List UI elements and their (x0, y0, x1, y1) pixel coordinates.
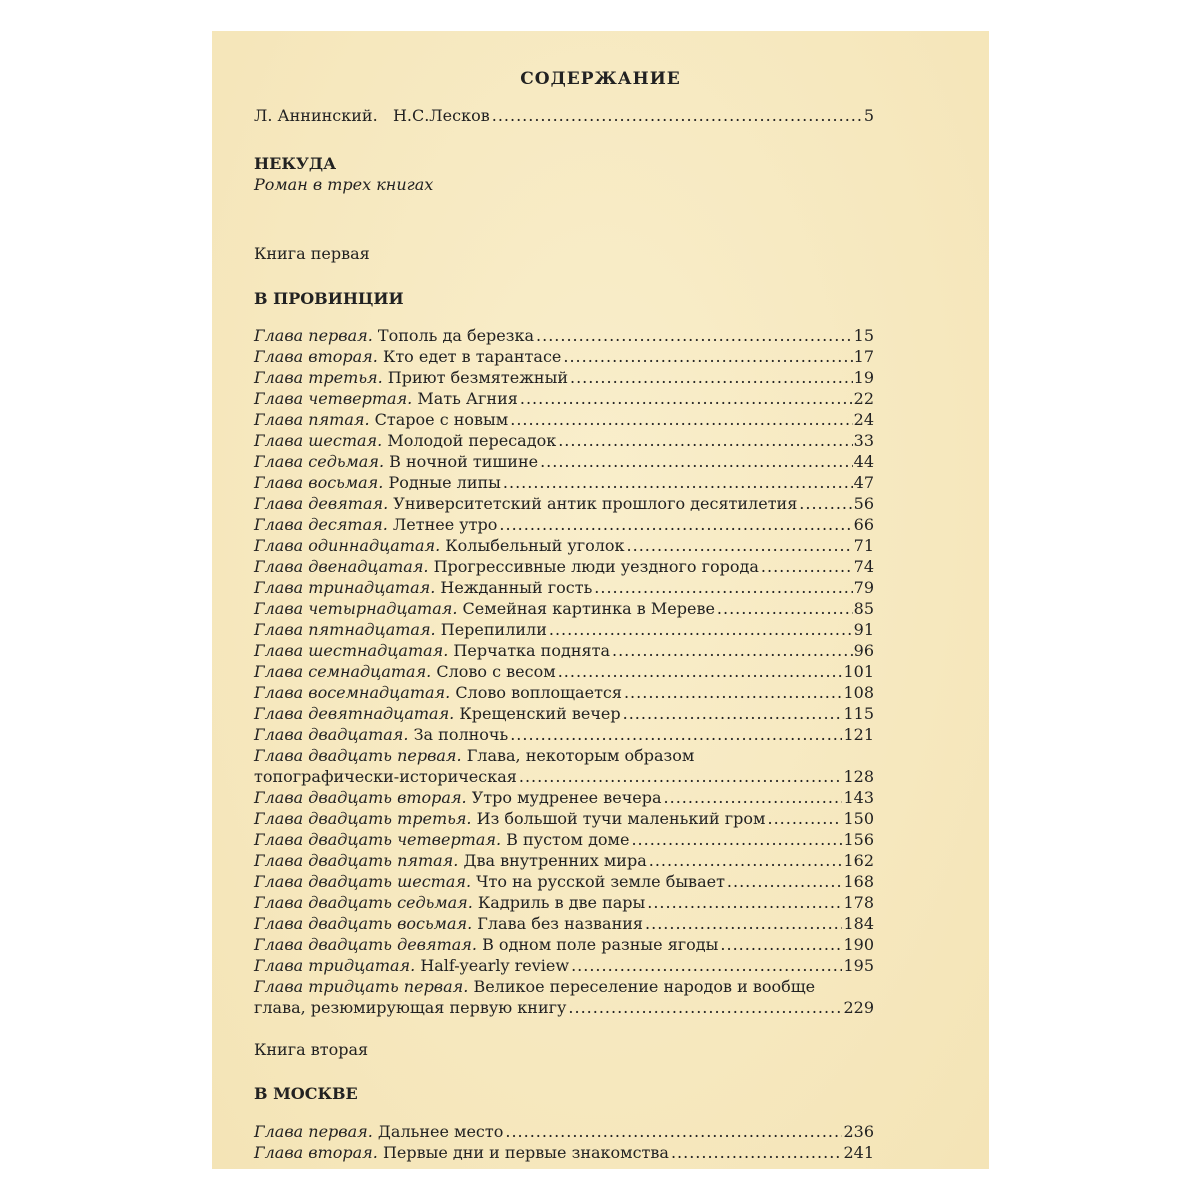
chapter-number: Глава десятая. (254, 515, 388, 534)
chapter-number: Глава пятая. (254, 410, 370, 429)
chapter-title: Приют безмятежный (387, 368, 568, 387)
chapter-title: Перчатка поднята (453, 641, 610, 660)
chapter-title: Дальнее место (377, 1122, 504, 1141)
chapter-number: Глава семнадцатая. (254, 662, 432, 681)
dot-leader (767, 808, 842, 829)
chapter-title: Утро мудренее вечера (471, 788, 662, 807)
chapter-title: Что на русской земле бывает (476, 872, 725, 891)
page-number: 241 (843, 1143, 874, 1162)
chapter-title: В ночной тишине (389, 452, 539, 471)
toc-entry[interactable] (254, 325, 874, 346)
page-number: 17 (853, 347, 874, 366)
chapter-title-line1: Глава, некоторым образом (466, 746, 695, 765)
chapter-number: Глава третья. (254, 368, 383, 387)
page-number: 156 (843, 830, 874, 849)
page-number: 91 (853, 620, 874, 639)
chapter-number: Глава двадцать шестая. (254, 872, 472, 891)
chapter-number: Глава двенадцатая. (254, 557, 429, 576)
toc-entry[interactable] (254, 682, 874, 703)
dot-leader (568, 997, 842, 1018)
toc-entry-ch31-first-line[interactable] (254, 976, 815, 997)
page-number: 162 (843, 851, 874, 870)
page-number: 101 (843, 662, 874, 681)
chapter-number: Глава вторая. (254, 347, 378, 366)
chapter-title: Кадриль в две пары (477, 893, 646, 912)
chapter-title: В пустом доме (506, 830, 630, 849)
page-number: 66 (853, 515, 874, 534)
dot-leader (540, 451, 853, 472)
chapter-title: Мать Агния (417, 389, 518, 408)
dot-leader (645, 913, 842, 934)
dot-leader (558, 661, 843, 682)
page-number: 79 (853, 578, 874, 597)
contents-heading: СОДЕРЖАНИЕ (520, 69, 681, 89)
chapter-number: Глава тридцатая. (254, 956, 416, 975)
page-number: 47 (853, 473, 874, 492)
dot-leader (649, 850, 843, 871)
chapter-number: Глава седьмая. (254, 452, 385, 471)
toc-entry[interactable] (254, 934, 874, 955)
toc-entry-ch21-first-line[interactable] (254, 745, 694, 766)
page-number: 128 (843, 767, 874, 786)
book-page (212, 31, 989, 1169)
chapter-title: Университетский антик прошлого десятилетия (393, 494, 798, 513)
chapter-number: Глава вторая. (254, 1143, 378, 1162)
page-number: 178 (843, 893, 874, 912)
chapter-title: За полночь (413, 725, 509, 744)
chapter-title: Молодой пересадок (387, 431, 557, 450)
dot-leader (519, 766, 843, 787)
chapter-title: Семейная картинка в Мереве (462, 599, 715, 618)
chapter-number: Глава двадцать третья. (254, 809, 472, 828)
chapter-title: Два внутренних мира (463, 851, 647, 870)
chapter-title: Half-yearly review (420, 956, 570, 975)
page-number: 108 (843, 683, 874, 702)
page-number: 143 (843, 788, 874, 807)
page-number: 121 (843, 725, 874, 744)
toc-entry[interactable] (254, 724, 874, 745)
toc-entry[interactable] (254, 598, 874, 619)
page-number: 5 (863, 106, 874, 125)
work-title: НЕКУДА (254, 154, 337, 173)
chapter-title: Слово с весом (436, 662, 556, 681)
dot-leader (594, 577, 852, 598)
toc-entry[interactable] (254, 535, 874, 556)
toc-entry[interactable] (254, 1121, 874, 1142)
chapter-number: Глава двадцать первая. (254, 746, 462, 765)
dot-leader (520, 388, 853, 409)
toc-entry[interactable] (254, 640, 874, 661)
dot-leader (536, 325, 853, 346)
page-number: 229 (843, 998, 874, 1017)
chapter-number: Глава двадцать пятая. (254, 851, 459, 870)
chapter-number: Глава тридцать первая. (254, 977, 469, 996)
page-number: 56 (853, 494, 874, 513)
dot-leader (505, 1121, 842, 1142)
toc-entry[interactable] (254, 955, 874, 976)
dot-leader (503, 472, 853, 493)
chapter-number: Глава четвертая. (254, 389, 413, 408)
dot-leader (558, 430, 852, 451)
dot-leader (631, 829, 842, 850)
chapter-title: Кто едет в тарантасе (382, 347, 562, 366)
chapter-title-line2: топографически-историческая (254, 767, 517, 786)
toc-entry-ch21-second-line[interactable] (254, 766, 874, 787)
page-number: 168 (843, 872, 874, 891)
chapter-title: Крещенский вечер (459, 704, 621, 723)
page-number: 74 (853, 557, 874, 576)
page-number: 236 (843, 1122, 874, 1141)
chapter-title: Родные липы (388, 473, 501, 492)
intro-author: Л. Аннинский. (254, 106, 378, 125)
toc-entry[interactable] (254, 556, 874, 577)
toc-entry-intro[interactable] (254, 105, 874, 126)
page-number: 24 (853, 410, 874, 429)
dot-leader (727, 871, 843, 892)
page-number: 190 (843, 935, 874, 954)
dot-leader (799, 493, 852, 514)
page-number: 22 (853, 389, 874, 408)
page-number: 195 (843, 956, 874, 975)
chapter-number: Глава девятая. (254, 494, 389, 513)
dot-leader (647, 892, 842, 913)
page-number: 150 (843, 809, 874, 828)
book-one-part-title: В ПРОВИНЦИИ (254, 289, 404, 308)
toc-entry[interactable] (254, 409, 874, 430)
dot-leader (624, 682, 842, 703)
toc-entry[interactable] (254, 493, 874, 514)
chapter-number: Глава двадцать девятая. (254, 935, 477, 954)
chapter-number: Глава двадцать вторая. (254, 788, 467, 807)
chapter-title: Перепилили (440, 620, 547, 639)
work-subtitle: Роман в трех книгах (254, 175, 434, 194)
dot-leader (717, 598, 853, 619)
dot-leader (671, 1142, 843, 1163)
chapter-number: Глава пятнадцатая. (254, 620, 436, 639)
dot-leader (612, 640, 853, 661)
chapter-number: Глава одиннадцатая. (254, 536, 441, 555)
dot-leader (563, 346, 852, 367)
chapter-number: Глава шестнадцатая. (254, 641, 449, 660)
dot-leader (623, 703, 843, 724)
toc-entry[interactable] (254, 577, 874, 598)
page-number: 44 (853, 452, 874, 471)
dot-leader (571, 955, 842, 976)
toc-entry[interactable] (254, 829, 874, 850)
chapter-title: Первые дни и первые знакомства (382, 1143, 669, 1162)
chapter-title-line1: Великое переселение народов и вообще (473, 977, 816, 996)
page-number: 19 (853, 368, 874, 387)
toc-entry[interactable] (254, 619, 874, 640)
chapter-number: Глава двадцать седьмая. (254, 893, 473, 912)
toc-entry[interactable] (254, 388, 874, 409)
toc-entry[interactable] (254, 430, 874, 451)
toc-entry[interactable] (254, 850, 874, 871)
toc-entry[interactable] (254, 913, 874, 934)
toc-entry[interactable] (254, 346, 874, 367)
toc-entry[interactable] (254, 661, 874, 682)
toc-entry[interactable] (254, 514, 874, 535)
chapter-title: Старое с новым (374, 410, 509, 429)
chapter-title: В одном поле разные ягоды (482, 935, 719, 954)
page-number: 96 (853, 641, 874, 660)
toc-entry-ch31-second-line[interactable] (254, 997, 874, 1018)
chapter-number: Глава восемнадцатая. (254, 683, 451, 702)
toc-entry[interactable] (254, 808, 874, 829)
chapter-number: Глава четырнадцатая. (254, 599, 458, 618)
toc-entry[interactable] (254, 892, 874, 913)
chapter-title: Из большой тучи маленький гром (476, 809, 766, 828)
intro-title: Н.С.Лесков (392, 106, 490, 125)
toc-entry[interactable] (254, 871, 874, 892)
dot-leader (549, 619, 853, 640)
dot-leader (492, 105, 863, 126)
chapter-title: Глава без названия (477, 914, 644, 933)
toc-entry[interactable] (254, 451, 874, 472)
chapter-title: Летнее утро (392, 515, 498, 534)
chapter-title: Прогрессивные люди уездного города (433, 557, 759, 576)
chapter-title: Колыбельный уголок (445, 536, 625, 555)
toc-entry[interactable] (254, 703, 874, 724)
chapter-number: Глава двадцать восьмая. (254, 914, 473, 933)
chapter-title: Тополь да березка (377, 326, 535, 345)
page-number: 115 (843, 704, 874, 723)
chapter-number: Глава восьмая. (254, 473, 384, 492)
chapter-title-line2: глава, резюмирующая первую книгу (254, 998, 567, 1017)
dot-leader (664, 787, 843, 808)
book-one-label: Книга первая (254, 244, 370, 263)
page-number: 15 (853, 326, 874, 345)
toc-entry[interactable] (254, 787, 874, 808)
dot-leader (510, 409, 852, 430)
chapter-number: Глава первая. (254, 1122, 373, 1141)
toc-entry[interactable] (254, 367, 874, 388)
chapter-number: Глава двадцать четвертая. (254, 830, 502, 849)
chapter-title: Нежданный гость (440, 578, 593, 597)
chapter-title: Слово воплощается (455, 683, 622, 702)
dot-leader (499, 514, 852, 535)
dot-leader (570, 367, 853, 388)
chapter-number: Глава шестая. (254, 431, 383, 450)
dot-leader (720, 934, 842, 955)
dot-leader (510, 724, 842, 745)
toc-entry[interactable] (254, 472, 874, 493)
page-number: 71 (853, 536, 874, 555)
dot-leader (627, 535, 853, 556)
book-two-part-title: В МОСКВЕ (254, 1084, 358, 1103)
chapter-number: Глава первая. (254, 326, 373, 345)
toc-entry[interactable] (254, 1142, 874, 1163)
chapter-number: Глава двадцатая. (254, 725, 409, 744)
dot-leader (761, 556, 853, 577)
page-number: 33 (853, 431, 874, 450)
chapter-number: Глава тринадцатая. (254, 578, 436, 597)
page-number: 85 (853, 599, 874, 618)
page-number: 184 (843, 914, 874, 933)
chapter-number: Глава девятнадцатая. (254, 704, 455, 723)
book-two-label: Книга вторая (254, 1040, 369, 1059)
